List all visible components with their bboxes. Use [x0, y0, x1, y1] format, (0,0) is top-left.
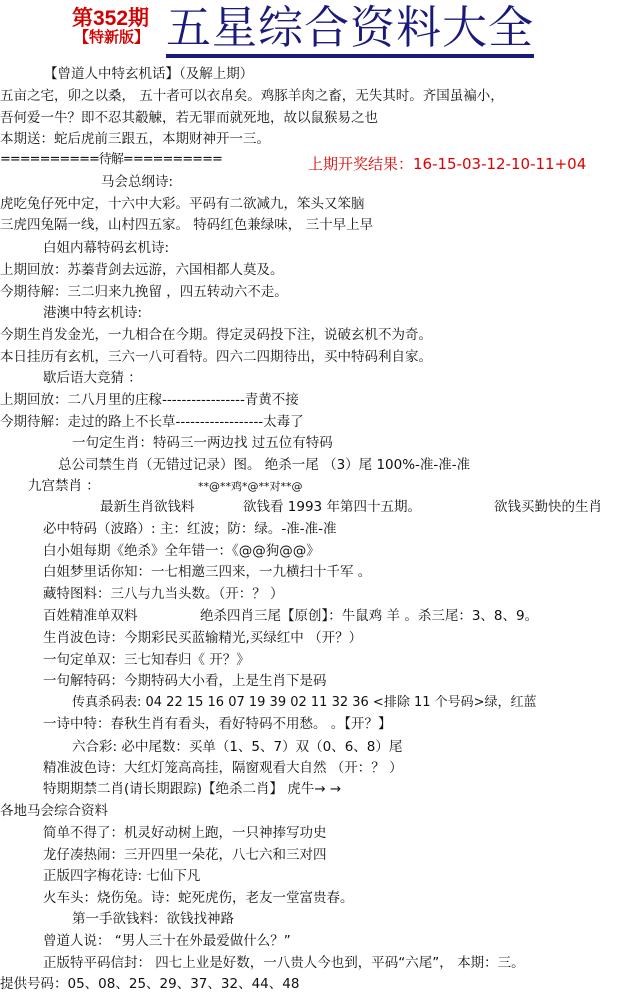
text-line: 必中特码（波路）: 主：红波；防：绿。-准-准-准	[43, 521, 337, 537]
text-line: 今期待解：三二归来九挽留 ，四五转动六不走。	[0, 284, 288, 300]
text-line: 最新生肖欲钱料	[100, 499, 195, 515]
text-line: 简单不得了：机灵好动树上跑，一只神捧写功史	[43, 825, 327, 841]
edition-label: 【特新版】	[74, 28, 150, 46]
text-line: 生肖波色诗：今期彩民买蓝输精光,买绿红中 （开？）	[43, 630, 363, 646]
section-separator: ==========待解==========	[0, 152, 222, 167]
text-line: 龙仔凑热闹：三开四里一朵花，八七六和三对四	[43, 847, 327, 863]
text-line: 第一手欲钱料：欲钱找神路	[72, 911, 234, 927]
text-line: 提供号码：05、08、25、29、37、32、44、48	[0, 976, 300, 992]
last-draw-result: 上期开奖结果：16-15-03-12-10-11+04	[308, 155, 587, 173]
text-line: 三虎四兔隔一线，山村四五家。 特码红色兼绿味， 三十早上早	[0, 217, 374, 233]
text-line: 本日挂历有玄机，三六一八可看特。四六二四期待出，买中特码利自家。	[0, 349, 432, 365]
text-line: 一诗中特：春秋生肖有看头，看好特码不用愁。 。【开？】	[43, 716, 392, 732]
text-line: 欲钱看 1993 年第四十五期。	[243, 499, 421, 515]
text-line: 吾何爱一牛？即不忍其觳觫，若无罪而就死地，故以鼠猴易之也	[0, 110, 378, 126]
section-heading: 各地马会综合资料	[0, 803, 108, 819]
section-heading: 港澳中特玄机诗:	[43, 305, 143, 321]
text-line: 特期期禁二肖(请长期跟踪)【绝杀二肖】 虎牛→ →	[43, 781, 342, 797]
text-line: 精准波色诗：大红灯笼高高挂，隔窗观看大自然 （开：？ ）	[43, 760, 403, 776]
text-line: 【曾道人中特玄机话】（及解上期）	[44, 66, 254, 82]
text-line: 一句解特码：今期特码大小看，上是生肖下是码	[43, 673, 327, 689]
text-line: 五亩之宅，卯之以桑， 五十者可以衣帛矣。鸡豚羊肉之畜，无失其时。齐国虽褊小，	[0, 88, 504, 104]
section-heading: 白姐内幕特码玄机诗:	[43, 240, 170, 256]
section-heading: 歇后语大竞猜 ：	[43, 370, 142, 386]
text-line: 正版特平码信封： 四七上业是好数，一八贵人今也到，平码“六尾”， 本期：三。	[43, 955, 525, 971]
text-line: 上期回放：二八月里的庄稼-----------------青黄不接	[0, 392, 299, 408]
text-line: 火车头：烧伤兔。诗：蛇死虎伤，老友一堂富贵春。	[43, 890, 354, 906]
text-line: 一句定生肖：特码三一两边找 过五位有特码	[72, 435, 333, 451]
text-line: 欲钱买勤快的生肖	[494, 499, 602, 515]
text-line: 今期待解：走过的路上不长草------------------太毒了	[0, 414, 304, 430]
text-line: 上期回放：苏蓁背剑去远游，六国相都人莫及。	[0, 262, 284, 278]
page-title: 五星综合资料大全	[166, 4, 534, 58]
section-heading: 马会总纲诗:	[101, 174, 174, 190]
text-line: 九宫禁肖 ：	[28, 478, 100, 494]
text-line: 传真杀码表: 04 22 15 16 07 19 39 02 11 32 36 <排除 11 个号码>绿，红蓝	[72, 695, 537, 710]
text-line: 白小姐每期《绝杀》全年错一：《@@狗@@》	[43, 543, 320, 559]
text-line: 今期生肖发金光，一九相合在今期。得定灵码投下注，说破玄机不为奇。	[0, 327, 432, 343]
text-line: 绝杀四肖三尾【原创】：牛鼠鸡 羊 。杀三尾：3、8、9。	[200, 608, 539, 624]
text-line: 藏特图料：三八与九当头数。（开：？ ）	[43, 586, 284, 602]
text-line: 百姓精准单双料	[43, 608, 138, 624]
text-line: 总公司禁生肖（无错过记录）图。 绝杀一尾 （3）尾 100%-准-准-准	[58, 457, 471, 473]
text-line: 虎吃兔仔死中定，十六中大彩。平码有二欲减九，笨头又笨脑	[0, 196, 365, 212]
text-line: 本期送：蛇后虎前三跟五，本期财神开一三。	[0, 131, 270, 147]
text-line: **@**鸡*@**对**@	[198, 480, 303, 493]
issue-number: 第352期	[72, 7, 150, 30]
text-line: 一句定单双：三七知春归《 开？》	[43, 652, 250, 668]
text-line: 白姐梦里话你知：一七相邀三四来，一九横扫十千军 。	[43, 564, 372, 580]
text-line: 正版四字梅花诗: 七仙下凡	[43, 868, 201, 884]
text-line: 曾道人说： “男人三十在外最爱做什么？”	[43, 933, 291, 949]
text-line: 六合彩: 必中尾数：买单（1、5、7）双（0、6、8）尾	[72, 739, 403, 755]
